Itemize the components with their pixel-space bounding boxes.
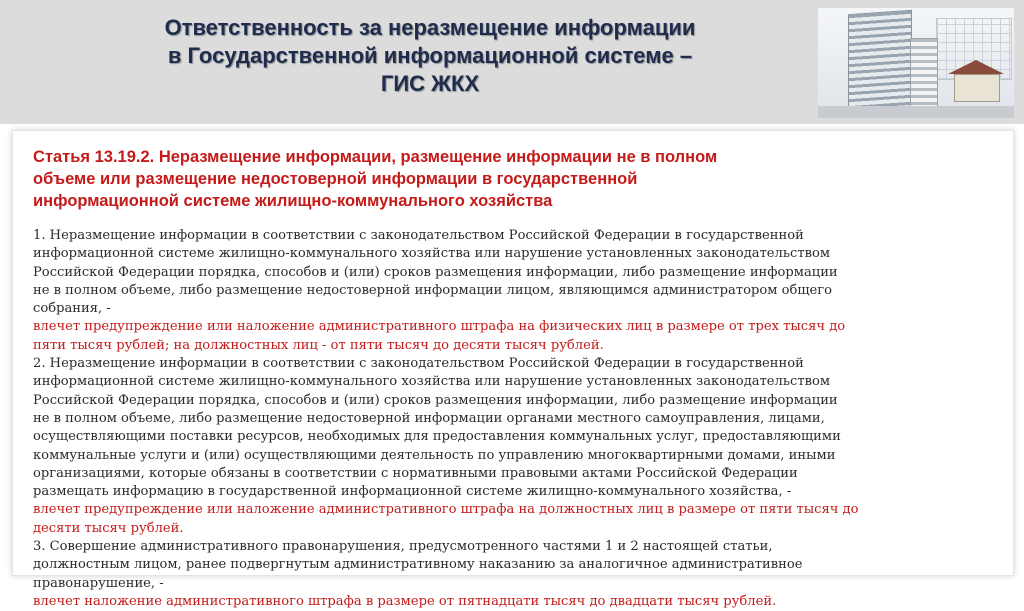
p2-line: информационной системе жилищно-коммунального хозяйства или нарушение установленных законодательством [33,374,831,390]
slide-title [40,14,820,98]
house-model [954,74,1000,102]
p2-penalty-line: влечет предупреждение или наложение административного штрафа на должностных лиц в размере от пяти тысяч до [33,502,859,518]
p1-line: собрания, - [33,301,111,317]
p1-line: Российской Федерации порядка, способов и (или) сроков размещения информации, либо размещение информации [33,264,838,280]
article-heading [33,146,993,212]
p3-line: 3. Совершение административного правонарушения, предусмотренного частями 1 и 2 настоящей статьи, [33,539,773,555]
p2-line: коммунальные услуги и (или) осуществляющими деятельность по управлению многоквартирными домами, иными [33,447,836,463]
p1-line: не в полном объеме, либо размещение недостоверной информации лицом, являющимся администратором общего [33,282,833,298]
heading-line: объеме или размещение недостоверной информации в государственной [33,170,638,188]
p2-line: 2. Неразмещение информации в соответствии с законодательством Российской Федерации в государственной [33,356,804,372]
p2-line: организациями, которые обязаны в соответствии с нормативными правовыми актами Российской Федерации [33,465,798,481]
p2-line: Российской Федерации порядка, способов и (или) сроков размещения информации, либо размещение информации [33,392,838,408]
heading-line: информационной системе жилищно-коммунального хозяйства [33,192,553,210]
content-panel [12,130,1014,609]
tower-building [848,10,912,116]
p3-line: должностным лицом, ранее подвергнутым административному наказанию за аналогичное административное [33,557,803,573]
ground-strip [818,106,1014,118]
heading-line: Статья 13.19.2. Неразмещение информации, размещение информации не в полном [33,148,718,166]
side-building [910,38,938,114]
p1-penalty-line: влечет предупреждение или наложение административного штрафа на физических лиц в размере от трех тысяч до [33,319,846,335]
house-roof [948,60,1004,74]
p2-line: размещать информацию в государственной информационной системе жилищно-коммунального хозяйства, - [33,484,792,500]
p2-penalty-line: десяти тысяч рублей. [33,520,184,536]
p2-line: не в полном объеме, либо размещение недостоверной информации органами местного самоуправления, лицами, [33,410,825,426]
p3-line: правонарушение, - [33,575,164,591]
title-line: Ответственность за неразмещение информации [164,15,696,40]
p1-line: 1. Неразмещение информации в соответствии с законодательством Российской Федерации в государственной [33,228,804,243]
p1-penalty-line: пяти тысяч рублей; на должностных лиц - от пяти тысяч до десяти тысяч рублей. [33,337,604,353]
article-body [33,227,993,611]
title-line: в Государственной информационной системе – [167,43,693,68]
title-line: ГИС ЖКХ [380,71,480,96]
p3-penalty-line: влечет наложение административного штрафа в размере от пятнадцати тысяч до двадцати тысяч рублей. [33,593,777,609]
slide-header [0,0,1024,124]
p1-line: информационной системе жилищно-коммунального хозяйства или нарушение установленных законодательством [33,246,831,262]
p2-line: осуществляющими поставки ресурсов, необходимых для предоставления коммунальных услуг, предоставляющими [33,429,841,445]
buildings-blueprint-icon [818,8,1014,118]
